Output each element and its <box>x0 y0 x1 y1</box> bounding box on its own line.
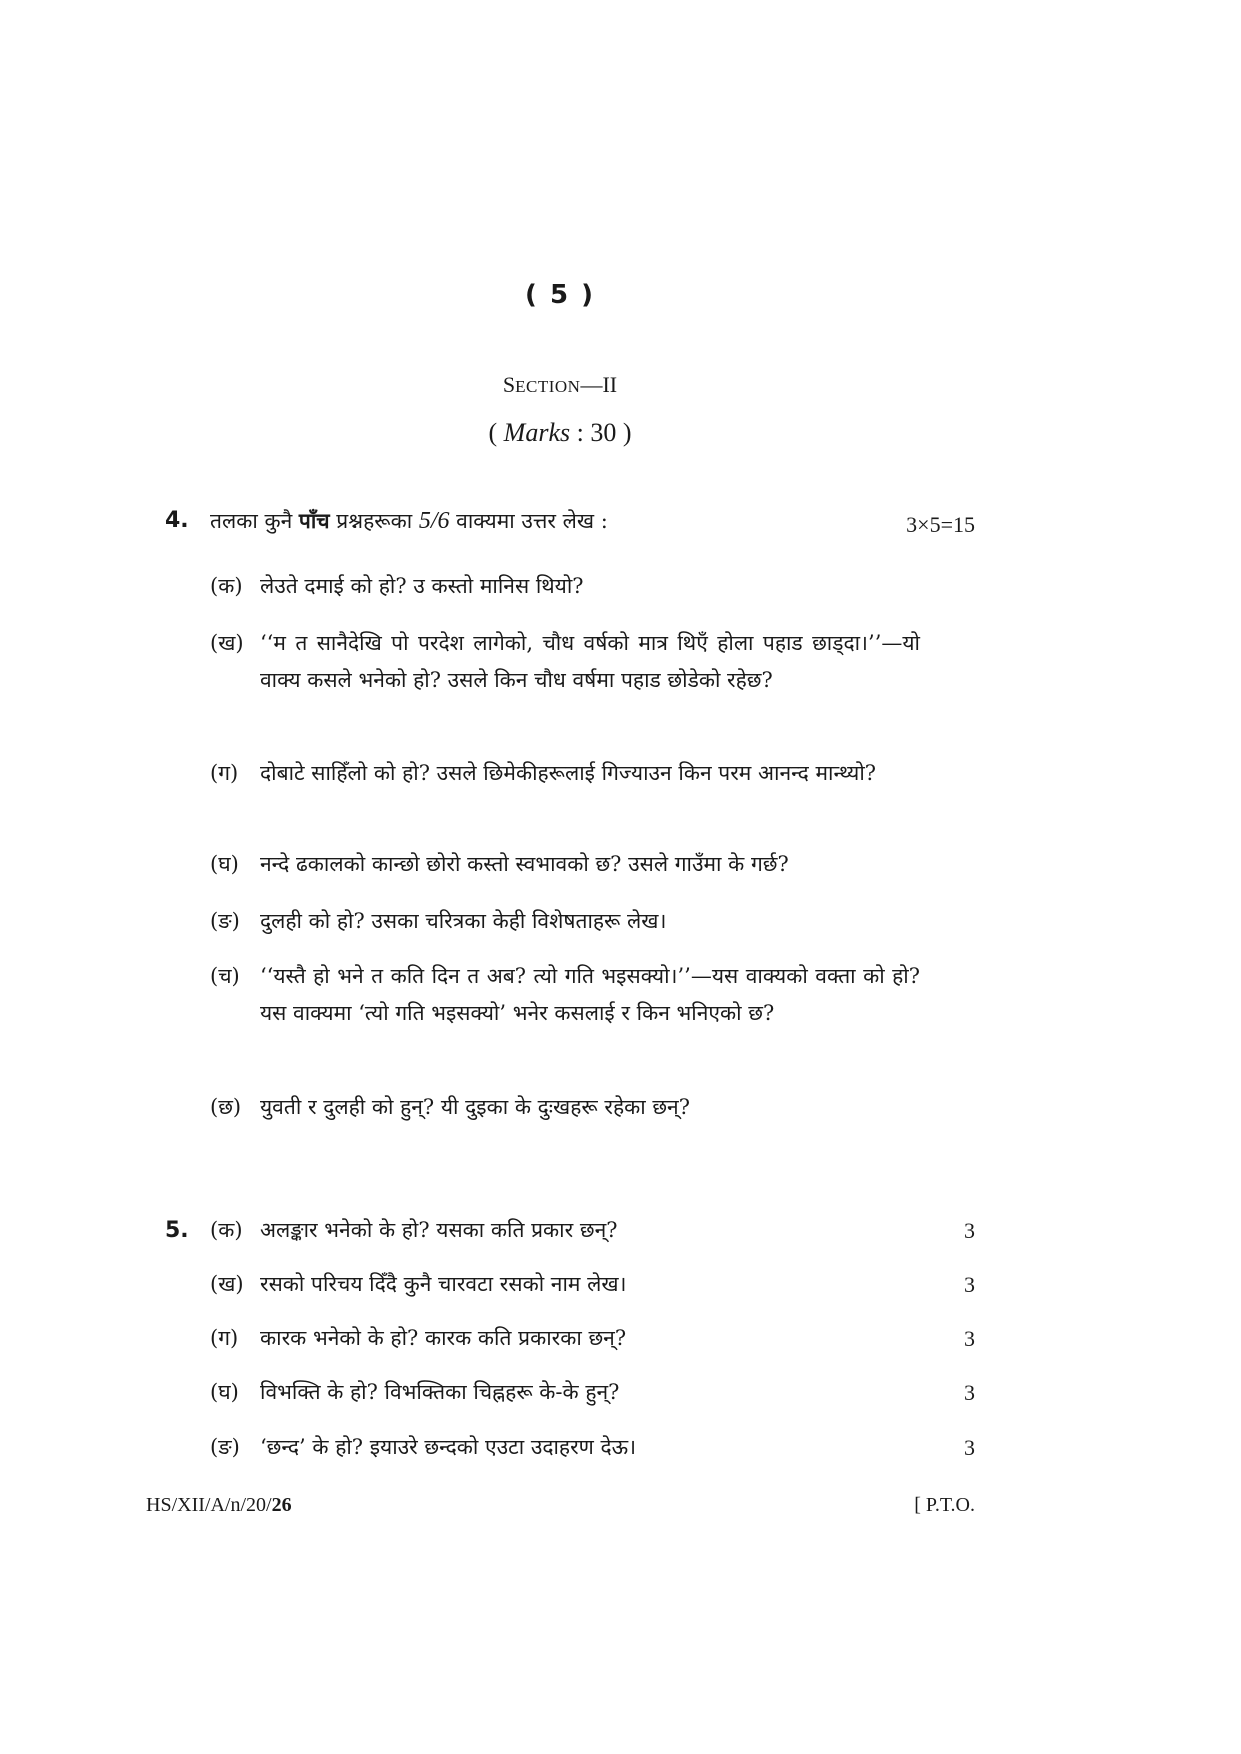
q5-item-nga: (ङ) ‘छन्द’ के हो? इयाउरे छन्दको एउटा उदाहरण देऊ। <box>210 1435 637 1459</box>
q5-item-gha: (घ) विभक्ति के हो? विभक्तिका चिह्नहरू के-के हुन्? <box>210 1380 620 1404</box>
q4-item-ka: (क) लेउते दमाई को हो? उ कस्तो मानिस थियो? <box>210 574 584 598</box>
q4-item-gha: (घ) नन्दे ढकालको कान्छो छोरो कस्तो स्वभावको छ? उसले गाउँमा के गर्छ? <box>210 852 789 876</box>
q5-item-ka: (क) अलङ्कार भनेको के हो? यसका कति प्रकार छन्? <box>210 1218 618 1242</box>
pto-note: [ P.T.O. <box>914 1494 975 1516</box>
q4-item-cha: (च) ‘‘यस्तै हो भने त कति दिन त अब? त्यो गति भइसक्यो।’’—यस वाक्यको वक्ता को हो? यस वाक्यमा ‘त्यो गति भइसक्यो’ भनेर कसलाई र किन भनिएको छ? <box>210 964 920 1025</box>
section-marks: ( Marks : 30 ) <box>488 418 632 447</box>
q5-item-ga-marks: 3 <box>964 1326 975 1351</box>
section-heading: SECTION—II <box>502 372 618 397</box>
q5-item-gha-marks: 3 <box>964 1380 975 1405</box>
marks-label: Marks <box>503 418 571 447</box>
q4-item-ga: (ग) दोबाटे साहिँलो को हो? उसले छिमेकीहरूलाई गिज्याउन किन परम आनन्द मान्थ्यो? <box>210 761 877 785</box>
question-4-number: 4. <box>165 508 189 533</box>
paper-code: HS/XII/A/n/20/26 <box>146 1494 292 1516</box>
question-5-number: 5. <box>165 1218 189 1243</box>
q5-item-ga: (ग) कारक भनेको के हो? कारक कति प्रकारका छन्? <box>210 1326 627 1350</box>
question-4-marks: 3×5=15 <box>906 512 975 537</box>
q5-item-kha: (ख) रसको परिचय दिँदै कुनै चारवटा रसको नाम लेख। <box>210 1272 627 1296</box>
q4-item-kha: (ख) ‘‘म त सानैदेखि पो परदेश लागेको, चौध वर्षको मात्र थिएँ होला पहाड छाड्दा।’’—यो वाक्य कसले भनेको हो? उसले किन चौध वर्षमा पहाड छोडेको रहेछ? <box>210 631 920 692</box>
page-number: ( 5 ) <box>525 280 595 310</box>
q4-item-nga: (ङ) दुलही को हो? उसका चरित्रका केही विशेषताहरू लेख। <box>210 909 667 933</box>
q4-item-chha: (छ) युवती र दुलही को हुन्? यी दुइका के दुःखहरू रहेका छन्? <box>210 1095 690 1119</box>
q5-item-nga-marks: 3 <box>964 1435 975 1460</box>
q5-item-ka-marks: 3 <box>964 1218 975 1243</box>
question-4-text: तलका कुनै पाँच प्रश्नहरूका 5/6 वाक्यमा उत्तर लेख : <box>210 508 608 534</box>
q5-item-kha-marks: 3 <box>964 1272 975 1297</box>
